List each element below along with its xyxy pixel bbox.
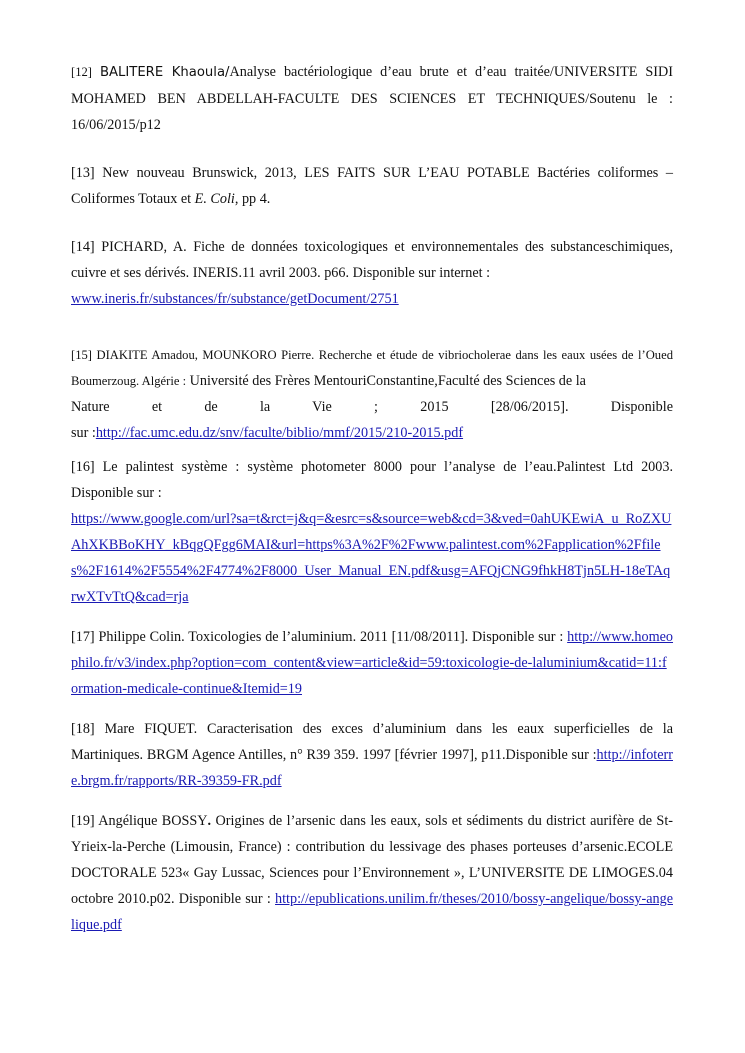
reference-text-end: , pp 4. <box>234 191 271 207</box>
reference-14 <box>71 234 673 312</box>
reference-text: [16] Le palintest système : système photometer 8000 pour l’analyse de l’eau.Palintest Ltd 2003. Disponible sur : <box>71 459 673 501</box>
reference-link[interactable]: https://www.google.com/url?sa=t&rct=j&q=&esrc=s&source=web&cd=3&ved=0ahUKEwiA_u_RoZXUAhXKBBoKHY_kBqgQFgg6MAI&url=https%3A%2F%2Fwww.palintest.com%2Fapplication%2Ffiles%2F1614%2F5554%2F4774%2F8000_User_Manual_EN.pdf&usg=AFQjCNG9fhkH8Tjn5LH-18eTAqrwXTvTtQ&cad=rja <box>71 511 672 605</box>
reference-text: [17] Philippe Colin. Toxicologies de l’aluminium. 2011 [11/08/2011]. Disponible sur : <box>71 629 564 645</box>
reference-author: [19] Angélique BOSSY <box>71 813 208 829</box>
reference-list <box>71 59 673 938</box>
reference-12 <box>71 59 673 138</box>
reference-number: [12] <box>71 65 92 79</box>
reference-19 <box>71 808 673 938</box>
reference-link[interactable]: http://infoterre.brgm.fr/rapports/RR-39359-FR.pdf <box>71 747 673 789</box>
reference-link[interactable]: http://www.homeophilo.fr/v3/index.php?option=com_content&view=article&id=59:toxicologie-de-laluminium&catid=11:formation-medicale-continue&Itemid=19 <box>71 629 674 697</box>
reference-text: [13] New nouveau Brunswick, 2013, LES FAITS SUR L’EAU POTABLE Bactéries coliformes – Coliformes Totaux et <box>71 165 673 207</box>
reference-bold: . <box>207 813 212 829</box>
reference-text: Analyse bactériologique d’eau brute et d’eau traitée/UNIVERSITE SIDI MOHAMED BEN ABDELLAH-FACULTE DES SCIENCES ET TECHNIQUES/Soutenu le : 16/06/2015/p12 <box>71 64 673 133</box>
reference-text: Université des Frères MentouriConstantine,Faculté des Sciences de la <box>186 373 586 389</box>
reference-link[interactable]: http://fac.umc.edu.dz/snv/faculte/biblio/mmf/2015/210-2015.pdf <box>95 425 464 441</box>
reference-15 <box>71 342 673 446</box>
reference-18 <box>71 716 673 794</box>
reference-link-prefix: sur : <box>71 425 96 441</box>
reference-text: Origines de l’arsenic dans les eaux, sols et sédiments du district aurifère de St-Yrieix-la-Perche (Limousin, France) : contribution du lessivage des phases porteuses d’arsenic.ECOLE DOCTORALE 523« Gay Lussac, Sciences pour l’Environnement », L’UNIVERSITE DE LIMOGES.04 octobre 2010.p02. Disponible sur : <box>71 813 673 907</box>
reference-17 <box>71 624 673 702</box>
reference-text-line: Nature et de la Vie ; 2015 [28/06/2015]. Disponible <box>71 399 673 415</box>
reference-italic: E. Coli <box>194 191 235 207</box>
reference-author: BALITERE Khaoula/ <box>99 65 230 80</box>
reference-text-small: [15] DIAKITE Amadou, MOUNKORO Pierre. Recherche et étude de vibriocholerae dans les eaux usées de l’Oued Boumerzoug. Algérie : <box>71 348 673 388</box>
reference-link[interactable]: http://epublications.unilim.fr/theses/2010/bossy-angelique/bossy-angelique.pdf <box>71 891 673 933</box>
reference-link[interactable]: www.ineris.fr/substances/fr/substance/getDocument/2751 <box>71 291 399 307</box>
reference-text: [14] PICHARD, A. Fiche de données toxicologiques et environnementales des substanceschimiques, cuivre et ses dérivés. INERIS.11 avril 2003. p66. Disponible sur internet : <box>71 239 673 281</box>
reference-13 <box>71 160 673 212</box>
reference-16 <box>71 454 673 610</box>
reference-text: [18] Mare FIQUET. Caracterisation des exces d’aluminium dans les eaux superficielles de la Martiniques. BRGM Agence Antilles, n° R39 359. 1997 [février 1997], p11.Disponible sur : <box>71 721 673 763</box>
